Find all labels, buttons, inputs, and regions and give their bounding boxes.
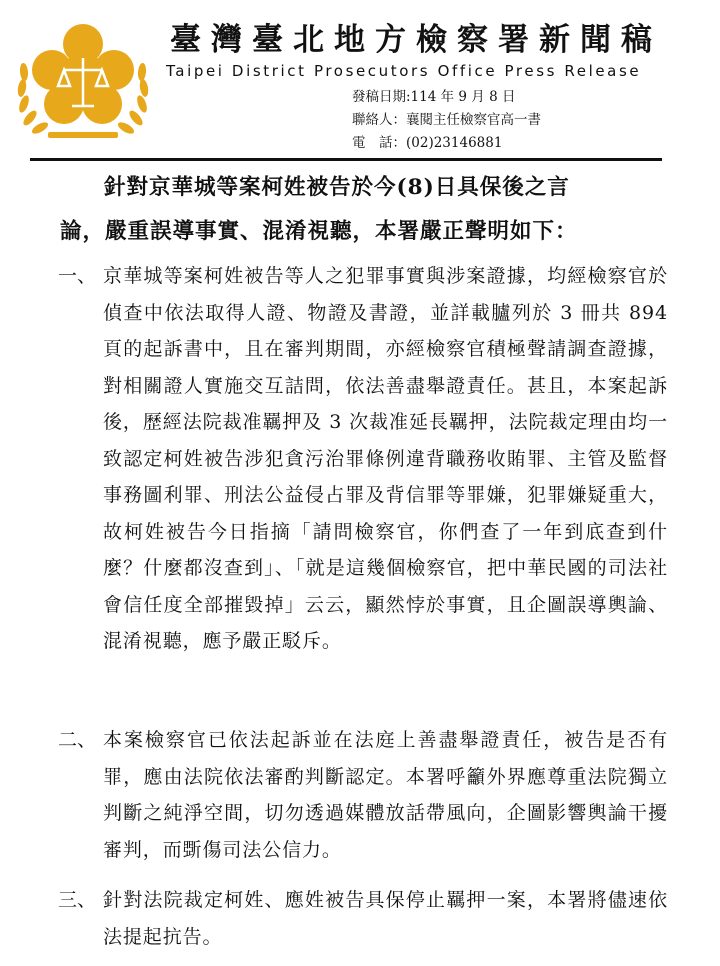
press-release-title: 臺灣臺北地方檢察署新聞稿 <box>170 22 662 58</box>
contact-info <box>352 86 541 155</box>
press-release-header <box>0 0 720 160</box>
press-release-subtitle: Taipei District Prosecutors Office Press Release <box>166 62 642 80</box>
headline-line-1: 針對京華城等案柯姓被告於今(8)日具保後之言 <box>104 175 570 200</box>
item-text: 針對法院裁定柯姓、應姓被告具保停止羈押一案，本署將儘速依法提起抗告。 <box>103 889 668 948</box>
item-text: 本案檢察官已依法起訴並在法庭上善盡舉證責任，被告是否有罪，應由法院依法審酌判斷認定。本署呼籲外界應尊重法院獨立判斷之純淨空間，切勿透過媒體放話帶風向，企圖影響輿論干擾審判，而斲傷司法公信力。 <box>103 729 668 861</box>
contact-phone: 電 話：(02)23146881 <box>352 135 503 151</box>
item-text: 京華城等案柯姓被告等人之犯罪事實與涉案證據，均經檢察官於偵查中依法取得人證、物證及書證，並詳載臚列於 3 冊共 894 頁的起訴書中，且在審判期間，亦經檢察官積極聲請調查證據，對相關證人實施交互詰問，依法善盡舉證責任。甚且，本案起訴後，歷經法院裁准羈押及 3 次裁准延長羈押，法院裁定理由均一致認定柯姓被告涉犯貪污治罪條例違背職務收賄罪、主管及監督事務圖利罪、刑法公益侵占罪及背信罪等罪嫌，犯罪嫌疑重大，故柯姓被告今日指摘「請問檢察官，你們查了一年到底查到什麼？什麼都沒查到」、「就是這幾個檢察官，把中華民國的司法社會信任度全部摧毀掉」云云，顯然悖於事實，且企圖誤導輿論、混淆視聽，應予嚴正駁斥。 <box>103 265 668 652</box>
statement-item-3 <box>58 882 668 955</box>
contact-person: 聯絡人：襄閱主任檢察官高一書 <box>352 112 541 128</box>
statement-item-1 <box>58 258 668 660</box>
statement-item-2 <box>58 722 668 868</box>
header-divider <box>30 158 662 161</box>
prosecutors-office-emblem-icon <box>8 18 158 148</box>
headline-line-2: 論，嚴重誤導事實、混淆視聽，本署嚴正聲明如下： <box>60 219 578 244</box>
release-date: 發稿日期:114 年 9 月 8 日 <box>352 89 516 105</box>
item-number: 二、 <box>58 729 97 751</box>
item-number: 三、 <box>58 889 97 911</box>
statement-headline <box>60 166 660 254</box>
item-number: 一、 <box>58 265 97 287</box>
